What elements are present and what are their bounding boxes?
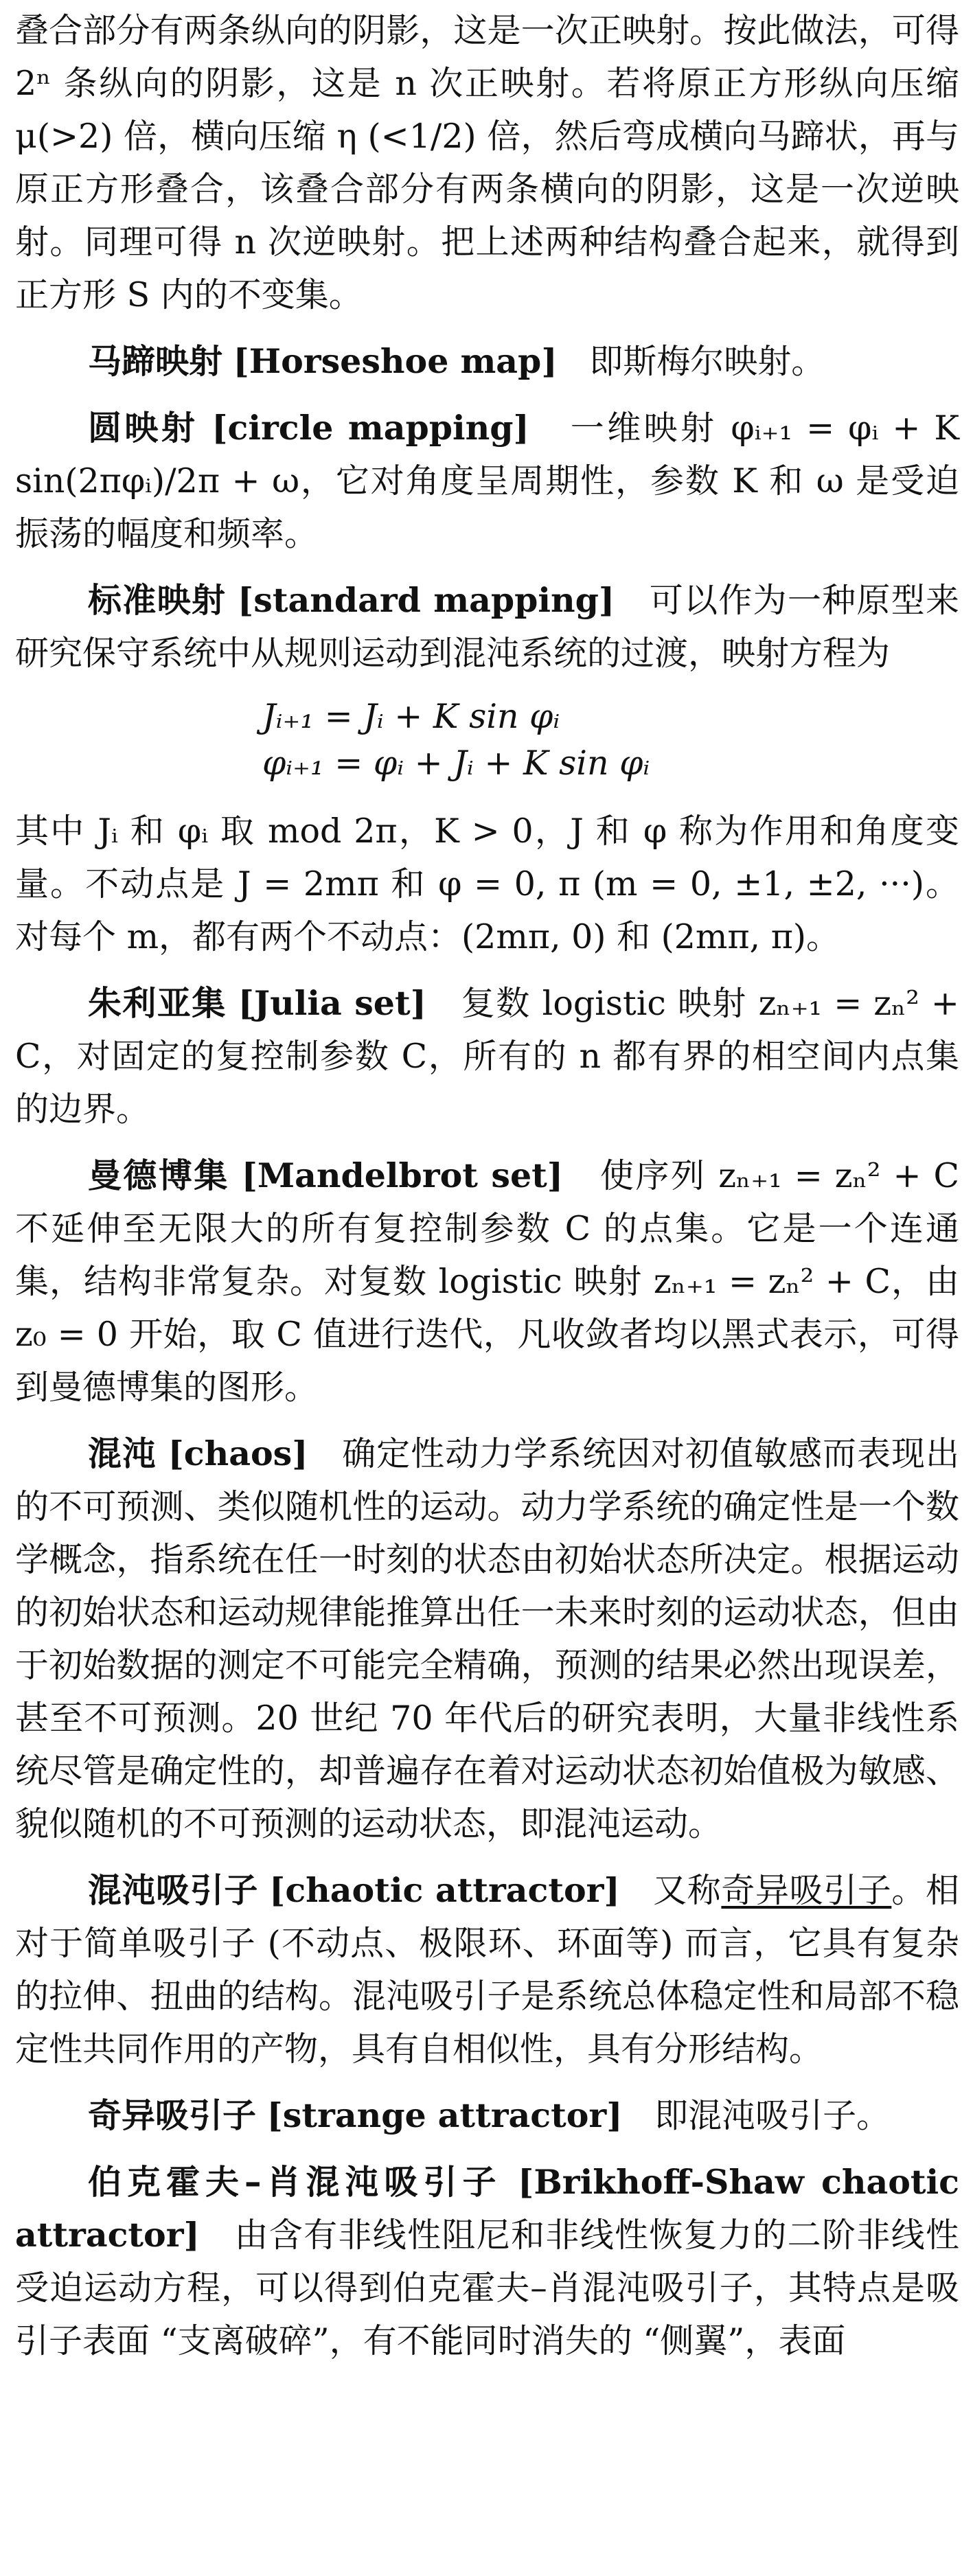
- entry-standard-mapping: [15, 574, 959, 680]
- entry-english: [Horseshoe map]: [233, 341, 558, 381]
- entry-term: 曼德博集: [88, 1156, 229, 1195]
- entry-body: 可以作为一种原型来研究保守系统中从规则运动到混沌系统的过渡，映射方程为: [15, 581, 960, 673]
- equation-line-1: Jᵢ₊₁ = Jᵢ + K sin φᵢ: [262, 697, 560, 736]
- entry-english: [chaotic attractor]: [269, 1870, 620, 1910]
- entry-body: 使序列 zₙ₊₁ = zₙ² + C 不延伸至无限大的所有复控制参数 C 的点集。它是一个连通集，结构非常复杂。对复数 logistic 映射 zₙ₊₁ = zₙ² + C，由 z₀ = 0 开始，取 C 值进行迭代，凡收敛者均以黑式表示，可得到曼德博集的图形。: [15, 1156, 959, 1407]
- entry-julia-set: [15, 977, 959, 1136]
- entry-horseshoe-map: [15, 335, 959, 388]
- entry-body: 复数 logistic 映射 zₙ₊₁ = zₙ² + C，对固定的复控制参数 C，所有的 n 都有界的相空间内点集的边界。: [15, 984, 959, 1129]
- entry-english: [Brikhoff-Shaw chaotic attractor]: [15, 2162, 960, 2255]
- entry-birkhoff-shaw-attractor: [15, 2156, 959, 2367]
- equation-block: [262, 693, 959, 787]
- entry-term: 圆映射: [88, 409, 198, 448]
- entry-term: 混沌: [88, 1434, 157, 1473]
- entry-body: 即斯梅尔映射。: [589, 342, 825, 381]
- entry-term: 马蹄映射: [88, 342, 223, 381]
- entry-chaotic-attractor: [15, 1864, 959, 2075]
- entry-standard-mapping-continued: 其中 Jᵢ 和 φᵢ 取 mod 2π，K > 0，J 和 φ 称为作用和角度变量。不动点是 J = 2mπ 和 φ = 0, π (m = 0, ±1, ±2, ···)。对每个 m，都有两个不动点：(2mπ, 0) 和 (2mπ, π)。: [15, 812, 959, 956]
- entry-circle-mapping: [15, 402, 959, 560]
- entry-english: [Julia set]: [238, 983, 426, 1023]
- cross-reference-link[interactable]: 奇异吸引子: [721, 1871, 892, 1910]
- entry-term: 伯克霍夫–肖混沌吸引子: [88, 2163, 502, 2202]
- entry-english: [chaos]: [168, 1434, 308, 1473]
- entry-body: 确定性动力学系统因对初值敏感而表现出的不可预测、类似随机性的运动。动力学系统的确定性是一个数学概念，指系统在任一时刻的状态由初始状态所决定。根据运动的初始状态和运动规律能推算出任一未来时刻的运动状态，但由于初始数据的测定不可能完全精确，预测的结果必然出现误差，甚至不可预测。20 世纪 70 年代后的研究表明，大量非线性系统尽管是确定性的，却普遍存在着对运动状态初始值极为敏感、貌似随机的不可预测的运动状态，即混沌运动。: [15, 1434, 959, 1843]
- entry-term: 朱利亚集: [88, 984, 227, 1023]
- entry-body: 由含有非线性阻尼和非线性恢复力的二阶非线性受迫运动方程，可以得到伯克霍夫–肖混沌吸引子，其特点是吸引子表面 “支离破碎”，有不能同时消失的 “侧翼”，表面: [15, 2216, 959, 2360]
- entry-body: 即混沌吸引子。: [654, 2096, 891, 2135]
- entry-english: [circle mapping]: [211, 408, 529, 448]
- entry-english: [Mandelbrot set]: [241, 1155, 563, 1195]
- equation-line-2: φᵢ₊₁ = φᵢ + Jᵢ + K sin φᵢ: [262, 744, 650, 783]
- entry-term: 奇异吸引子: [88, 2096, 257, 2135]
- entry-body: 一维映射 φᵢ₊₁ = φᵢ + K sin(2πφᵢ)/2π + ω，它对角度呈周期性，参数 K 和 ω 是受迫振荡的幅度和频率。: [15, 409, 959, 553]
- intro-paragraph: 叠合部分有两条纵向的阴影，这是一次正映射。按此做法，可得 2ⁿ 条纵向的阴影，这是 n 次正映射。若将原正方形纵向压缩 μ(>2) 倍，横向压缩 η (<1/2) 倍，然后弯成横向马蹄状，再与原正方形叠合，该叠合部分有两条横向的阴影，这是一次逆映射。同理可得 n 次逆映射。把上述两种结构叠合起来，就得到正方形 S 内的不变集。: [15, 11, 959, 314]
- entry-strange-attractor: [15, 2089, 959, 2142]
- entry-term: 标准映射: [88, 581, 227, 620]
- entry-english: [standard mapping]: [238, 580, 615, 620]
- entry-mandelbrot-set: [15, 1149, 959, 1414]
- entry-english: [strange attractor]: [266, 2095, 623, 2135]
- entry-chaos: [15, 1427, 959, 1850]
- entry-body-before: 又称: [653, 1871, 722, 1910]
- entry-term: 混沌吸引子: [88, 1871, 258, 1910]
- entry-body-after: 。相对于简单吸引子 (不动点、极限环、环面等) 而言，它具有复杂的拉伸、扭曲的结构。混沌吸引子是系统总体稳定性和局部不稳定性共同作用的产物，具有自相似性，具有分形结构。: [15, 1871, 959, 2069]
